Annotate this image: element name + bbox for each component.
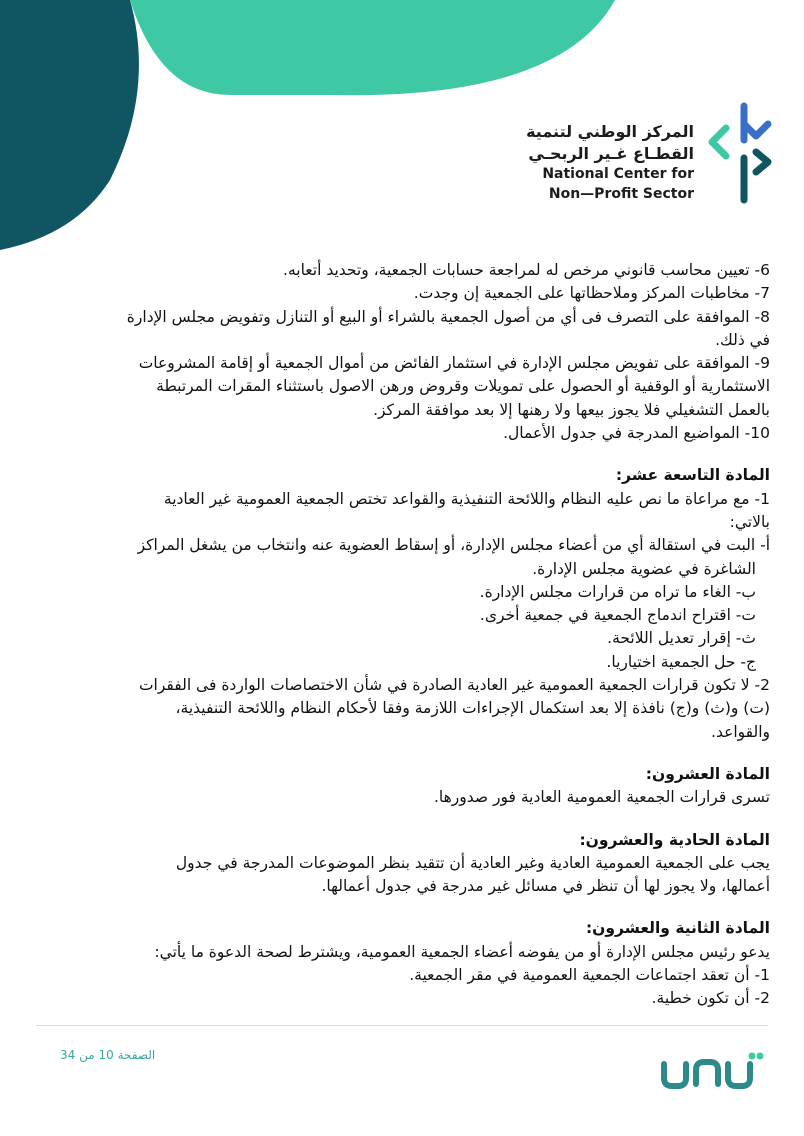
list-item: في ذلك.	[715, 330, 770, 349]
paragraph-line: (ت) و(ث) و(ج) نافذة إلا بعد استكمال الإجراءات اللازمة وفقا لأحكام النظام واللائحة التنفيذية،	[175, 699, 770, 718]
paragraph-line: بالاتي:	[729, 512, 770, 531]
sub-item: الشاغرة في عضوية مجلس الإدارة.	[532, 559, 756, 578]
list-item: 6- تعيين محاسب قانوني مرخص له لمراجعة حسابات الجمعية، وتحديد أتعابه.	[283, 261, 770, 279]
ncnp-logo	[526, 100, 774, 210]
footer-divider	[36, 1025, 768, 1026]
sub-item: ث- إقرار تعديل اللائحة.	[607, 629, 756, 648]
list-item: 7- مخاطبات المركز وملاحظاتها على الجمعية إن وجدت.	[413, 284, 770, 303]
sub-item: أ- البت في استقالة أي من أعضاء مجلس الإدارة، أو إسقاط العضوية عنه وانتخاب من يشغل المراكز	[137, 536, 770, 555]
list-item: الاستثمارية أو الوقفية أو الحصول على تمويلات وقروض ورهن الاصول باستثناء المقرات المرتبطة	[156, 377, 770, 396]
list-item: 9- الموافقة على تفويض مجلس الإدارة في استثمار الفائض من أموال الجمعية أو إقامة المشروعات	[138, 354, 770, 373]
article-20-title: المادة العشرون:	[645, 764, 770, 783]
paragraph-line: 1- مع مراعاة ما نص عليه النظام واللائحة التنفيذية والقواعد تختص الجمعية العمومية غير العادية	[163, 489, 770, 508]
document-body	[52, 259, 770, 1011]
ncnp-mark-icon	[702, 100, 774, 210]
list-item: 8- الموافقة على التصرف فى أي من أصول الجمعية بالشراء أو البيع أو التنازل وتفويض مجلس الإدارة	[126, 307, 770, 326]
paragraph-line: أعمالها، ولا يجوز لها أن تنظر في مسائل غير مدرجة في جدول أعمالها.	[321, 877, 770, 896]
article-22-title: المادة الثانية والعشرون:	[585, 919, 770, 938]
article-21-title: المادة الحادية والعشرون:	[579, 830, 770, 849]
nomo-brand-logo	[660, 1050, 765, 1090]
list-item: 10- المواضيع المدرجة في جدول الأعمال.	[503, 424, 770, 443]
logo-arabic-line2: القطـاع غـير الربحـي	[528, 144, 694, 163]
sub-item: ت- اقتراح اندماج الجمعية في جمعية أخرى.	[479, 606, 756, 625]
dark-teal-corner	[0, 0, 139, 250]
sub-item: ب- الغاء ما تراه من قرارات مجلس الإدارة.	[479, 582, 756, 601]
article-19-title: المادة التاسعة عشر:	[615, 466, 770, 485]
light-teal-wave	[130, 0, 615, 95]
page-number: الصفحة 10 من 34	[60, 1048, 156, 1062]
logo-english-line2: Non—Profit Sector	[548, 186, 694, 202]
list-item: بالعمل التشغيلي فلا يجوز بيعها ولا رهنها إلا بعد موافقة المركز.	[373, 400, 770, 419]
sub-item: ج- حل الجمعية اختياريا.	[606, 652, 756, 671]
paragraph-line: والقواعد.	[711, 722, 770, 741]
paragraph-line: يدعو رئيس مجلس الإدارة أو من يفوضه أعضاء الجمعية العمومية، ويشترط لصحة الدعوة ما يأتي:	[154, 942, 770, 961]
logo-arabic-line1: المركز الوطني لتنمية	[526, 122, 694, 141]
paragraph-line: 2- أن تكون خطية.	[651, 989, 770, 1008]
paragraph-line: 1- أن تعقد اجتماعات الجمعية العمومية في مقر الجمعية.	[409, 966, 770, 985]
paragraph-line: تسرى قرارات الجمعية العمومية العادية فور صدورها.	[433, 788, 770, 807]
paragraph-line: 2- لا تكون قرارات الجمعية العمومية غير العادية الصادرة في شأن الاختصاصات الواردة فى الفقرات	[138, 676, 770, 695]
paragraph-line: يجب على الجمعية العمومية العادية وغير العادية أن تتقيد بنظر الموضوعات المدرجة في جدول	[175, 853, 770, 872]
logo-english-line1: National Center for	[542, 166, 694, 182]
